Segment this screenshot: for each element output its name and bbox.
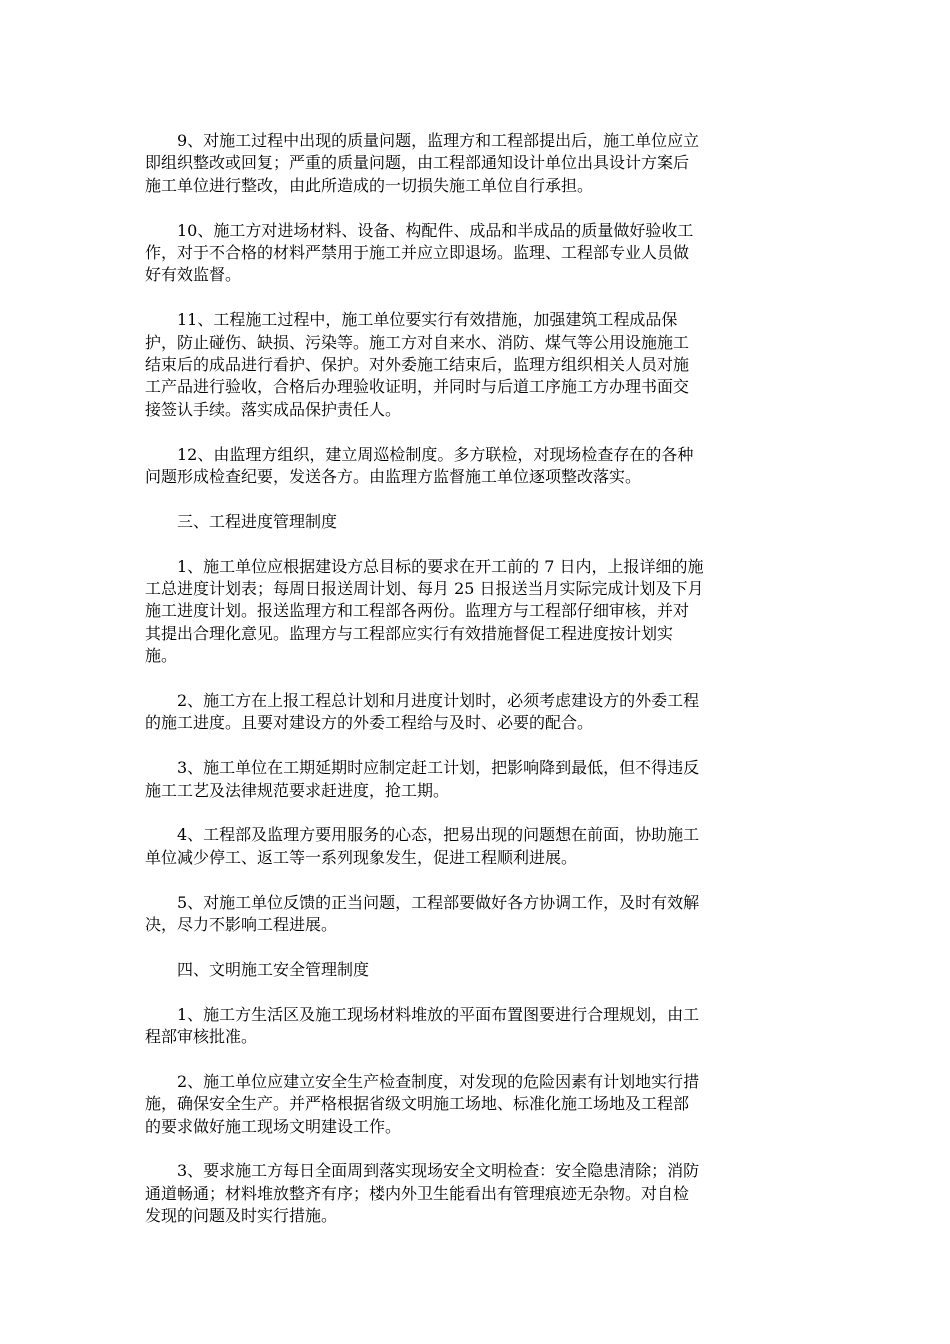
- paragraph-safety-3: 3、要求施工方每日全面周到落实现场安全文明检查：安全隐患清除；消防 通道畅通；材料堆放整齐有序；楼内外卫生能看出有管理痕迹无杂物。对自检 发现的问题及时实行措施。: [145, 1161, 700, 1226]
- paragraph-safety-1: 1、施工方生活区及施工现场材料堆放的平面布置图要进行合理规划，由工 程部审核批准。: [145, 1004, 700, 1047]
- paragraph-safety-2: 2、施工单位应建立安全生产检查制度，对发现的危险因素有计划地实行措 施，确保安全生产。并严格根据省级文明施工场地、标准化施工场地及工程部 的要求做好施工现场文明建设工作。: [145, 1071, 700, 1136]
- paragraph-quality-10: 10、施工方对进场材料、设备、构配件、成品和半成品的质量做好验收工 作，对于不合格的材料严禁用于施工并应立即退场。监理、工程部专业人员做 好有效监督。: [145, 220, 694, 285]
- paragraph-schedule-3: 3、施工单位在工期延期时应制定赶工计划，把影响降到最低，但不得违反 施工工艺及法律规范要求赶进度，抢工期。: [145, 758, 700, 800]
- paragraph-schedule-4: 4、工程部及监理方要用服务的心态，把易出现的问题想在前面，协助施工 单位减少停工、返工等一系列现象发生，促进工程顺利进展。: [145, 825, 700, 867]
- paragraph-quality-9: 9、对施工过程中出现的质量问题，监理方和工程部提出后，施工单位应立 即组织整改或回复；严重的质量问题，由工程部通知设计单位出具设计方案后 施工单位进行整改，由此所造成的一切损失施工单位自行承担。: [145, 131, 700, 195]
- section-heading-schedule: 三、工程进度管理制度: [177, 511, 338, 531]
- paragraph-schedule-1: 1、施工单位应根据建设方总目标的要求在开工前的 7 日内，上报详细的施 工总进度计划表；每周日报送周计划、每月 25 日报送当月实际完成计划及下月 施工进度计划。报送监理方和工程部各两份。监理方与工程部仔细审核，并对 其提出合理化意见。监理方与工程部应实行有效措施督促工程进度按计划实 施。: [145, 556, 704, 666]
- paragraph-quality-12: 12、由监理方组织，建立周巡检制度。多方联检，对现场检查存在的各种 问题形成检查纪要，发送各方。由监理方监督施工单位逐项整改落实。: [145, 444, 694, 487]
- paragraph-schedule-2: 2、施工方在上报工程总计划和月进度计划时，必须考虑建设方的外委工程 的施工进度。且要对建设方的外委工程给与及时、必要的配合。: [145, 691, 700, 733]
- document-page: [145, 130, 805, 1250]
- section-heading-safety: 四、文明施工安全管理制度: [177, 959, 370, 979]
- paragraph-quality-11: 11、工程施工过程中，施工单位要实行有效措施，加强建筑工程成品保 护，防止碰伤、缺损、污染等。施工方对自来水、消防、煤气等公用设施施工 结束后的成品进行看护、保护。对外委施工结束后，监理方组织相关人员对施 工产品进行验收，合格后办理验收证明，并同时与后道工序施工方办理书面交 接签认手续。落实成品保护责任人。: [145, 310, 690, 419]
- paragraph-schedule-5: 5、对施工单位反馈的正当问题，工程部要做好各方协调工作，及时有效解 决，尽力不影响工程进展。: [145, 892, 700, 935]
